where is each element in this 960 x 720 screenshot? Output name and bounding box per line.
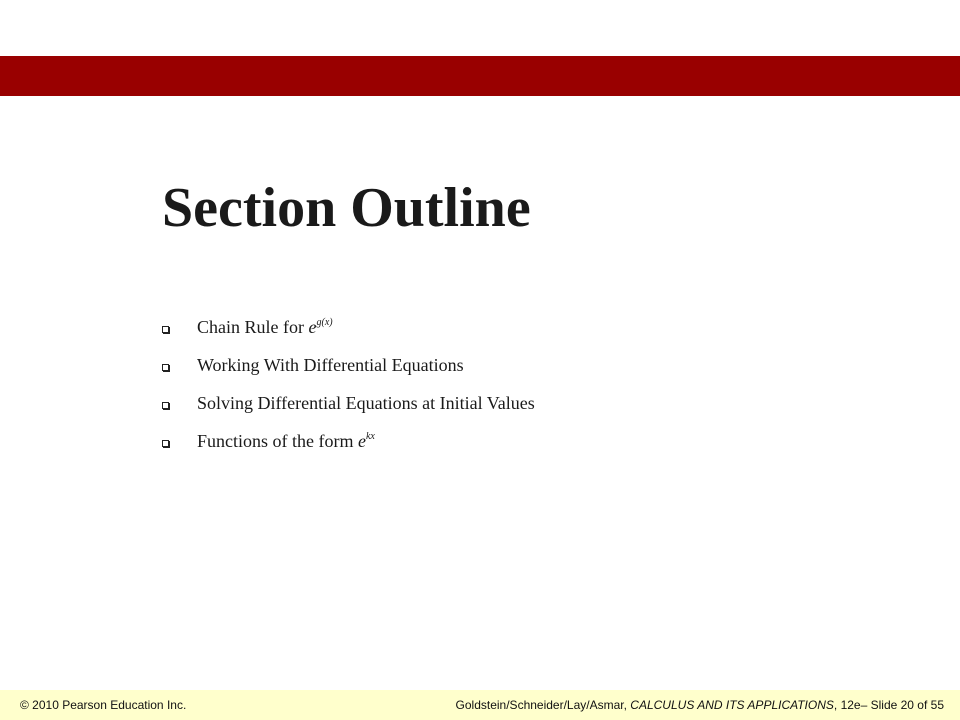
square-bullet-icon bbox=[162, 326, 169, 333]
outline-item-differential-equations bbox=[162, 346, 535, 384]
square-bullet-icon bbox=[162, 440, 169, 447]
outline-item-text: Functions of the form $e^{kx}$ bbox=[197, 431, 375, 451]
outline-item-text: Solving Differential Equations at Initial Values bbox=[197, 393, 535, 413]
square-bullet-icon bbox=[162, 364, 169, 371]
outline-item-text: Chain Rule for $e^{g(x)}$ bbox=[197, 317, 333, 337]
outline-item-initial-values bbox=[162, 384, 535, 422]
slide-title: Section Outline bbox=[162, 177, 531, 239]
footer-book-title: CALCULUS AND ITS APPLICATIONS bbox=[630, 698, 834, 712]
section-outline-list bbox=[162, 308, 535, 460]
square-bullet-icon bbox=[162, 402, 169, 409]
footer-copyright: © 2010 Pearson Education Inc. bbox=[20, 698, 187, 712]
outline-item-chain-rule bbox=[162, 308, 535, 346]
outline-item-text: Working With Differential Equations bbox=[197, 355, 464, 375]
footer-citation: Goldstein/Schneider/Lay/Asmar, CALCULUS AND ITS APPLICATIONS, 12e– Slide 20 of 55 bbox=[455, 698, 944, 712]
footer bbox=[0, 690, 960, 720]
header-band bbox=[0, 56, 960, 96]
outline-item-exponential-functions bbox=[162, 422, 535, 460]
footer-slide-number: , 12e– Slide 20 of 55 bbox=[833, 698, 944, 712]
